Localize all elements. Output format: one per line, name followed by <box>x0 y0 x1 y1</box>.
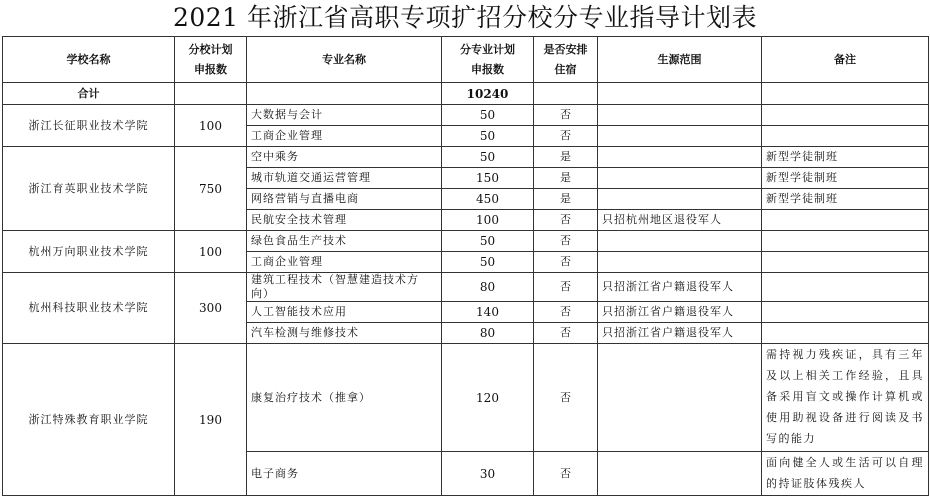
source-range <box>598 452 762 496</box>
table-row <box>3 344 929 452</box>
remark <box>762 105 929 126</box>
remark <box>762 126 929 147</box>
school-plan: 750 <box>175 147 247 231</box>
school-name: 浙江育英职业技术学院 <box>3 147 175 231</box>
remark: 新型学徒制班 <box>762 168 929 189</box>
school-plan: 100 <box>175 231 247 273</box>
school-name: 杭州万向职业技术学院 <box>3 231 175 273</box>
header-major-plan-line1: 分专业计划 <box>460 42 515 56</box>
school-name: 浙江长征职业技术学院 <box>3 105 175 147</box>
header-remarks: 备注 <box>762 37 929 83</box>
remark <box>762 302 929 323</box>
major-name: 汽车检测与维修技术 <box>247 323 442 344</box>
source-range: 只招浙江省户籍退役军人 <box>598 273 762 302</box>
source-range <box>598 189 762 210</box>
major-plan: 50 <box>442 252 534 273</box>
major-name: 民航安全技术管理 <box>247 210 442 231</box>
major-plan: 50 <box>442 126 534 147</box>
source-range <box>598 231 762 252</box>
table-row <box>3 273 929 302</box>
total-value: 10240 <box>442 83 534 105</box>
major-plan: 50 <box>442 231 534 252</box>
school-name: 浙江特殊教育职业学院 <box>3 344 175 496</box>
header-row <box>3 37 929 83</box>
housing: 是 <box>534 147 598 168</box>
housing: 是 <box>534 189 598 210</box>
major-plan: 50 <box>442 147 534 168</box>
header-housing <box>534 37 598 83</box>
table-row <box>3 231 929 252</box>
major-name: 城市轨道交通运营管理 <box>247 168 442 189</box>
housing: 否 <box>534 302 598 323</box>
header-major: 专业名称 <box>247 37 442 83</box>
source-range <box>598 344 762 452</box>
table-row <box>3 147 929 168</box>
source-range <box>598 147 762 168</box>
school-plan: 100 <box>175 105 247 147</box>
major-plan: 150 <box>442 168 534 189</box>
major-name: 大数据与会计 <box>247 105 442 126</box>
empty-cell <box>534 83 598 105</box>
empty-cell <box>762 83 929 105</box>
major-name: 康复治疗技术（推拿） <box>247 344 442 452</box>
major-plan: 80 <box>442 323 534 344</box>
remark: 面向健全人或生活可以自理的持证肢体残疾人 <box>762 452 929 496</box>
remark <box>762 273 929 302</box>
housing: 否 <box>534 105 598 126</box>
housing: 否 <box>534 344 598 452</box>
header-school-plan <box>175 37 247 83</box>
major-name: 网络营销与直播电商 <box>247 189 442 210</box>
source-range <box>598 105 762 126</box>
header-housing-line1: 是否安排 <box>543 42 588 56</box>
housing: 否 <box>534 252 598 273</box>
remark <box>762 323 929 344</box>
header-school-plan-line2: 申报数 <box>194 62 227 76</box>
school-plan: 190 <box>175 344 247 496</box>
header-school: 学校名称 <box>3 37 175 83</box>
header-housing-line2: 住宿 <box>554 62 577 76</box>
major-plan: 100 <box>442 210 534 231</box>
header-major-plan <box>442 37 534 83</box>
major-name: 电子商务 <box>247 452 442 496</box>
school-name: 杭州科技职业技术学院 <box>3 273 175 344</box>
source-range <box>598 126 762 147</box>
housing: 否 <box>534 273 598 302</box>
major-name: 绿色食品生产技术 <box>247 231 442 252</box>
housing: 否 <box>534 323 598 344</box>
empty-cell <box>598 83 762 105</box>
header-school-plan-line1: 分校计划 <box>188 42 233 56</box>
source-range: 只招浙江省户籍退役军人 <box>598 323 762 344</box>
major-name: 工商企业管理 <box>247 126 442 147</box>
remark <box>762 252 929 273</box>
total-label: 合计 <box>3 83 175 105</box>
major-name: 工商企业管理 <box>247 252 442 273</box>
major-name: 人工智能技术应用 <box>247 302 442 323</box>
housing: 否 <box>534 126 598 147</box>
source-range: 只招杭州地区退役军人 <box>598 210 762 231</box>
housing: 是 <box>534 168 598 189</box>
source-range: 只招浙江省户籍退役军人 <box>598 302 762 323</box>
major-plan: 30 <box>442 452 534 496</box>
header-major-plan-line2: 申报数 <box>471 62 504 76</box>
empty-cell <box>247 83 442 105</box>
major-plan: 120 <box>442 344 534 452</box>
major-plan: 450 <box>442 189 534 210</box>
source-range <box>598 252 762 273</box>
housing: 否 <box>534 210 598 231</box>
empty-cell <box>175 83 247 105</box>
major-plan: 80 <box>442 273 534 302</box>
housing: 否 <box>534 452 598 496</box>
housing: 否 <box>534 231 598 252</box>
plan-table <box>2 36 929 496</box>
major-name: 空中乘务 <box>247 147 442 168</box>
total-row <box>3 83 929 105</box>
major-plan: 50 <box>442 105 534 126</box>
remark <box>762 231 929 252</box>
table-row <box>3 105 929 126</box>
header-source: 生源范围 <box>598 37 762 83</box>
major-plan: 140 <box>442 302 534 323</box>
remark: 新型学徒制班 <box>762 189 929 210</box>
remark: 需持视力残疾证，具有三年及以上相关工作经验，且具备采用盲文或操作计算机或使用助视设备进行阅读及书写的能力 <box>762 344 929 452</box>
page-title: 2021 年浙江省高职专项扩招分校分专业指导计划表 <box>172 3 758 32</box>
major-name: 建筑工程技术（智慧建造技术方向） <box>247 273 442 302</box>
remark <box>762 210 929 231</box>
source-range <box>598 168 762 189</box>
remark: 新型学徒制班 <box>762 147 929 168</box>
school-plan: 300 <box>175 273 247 344</box>
